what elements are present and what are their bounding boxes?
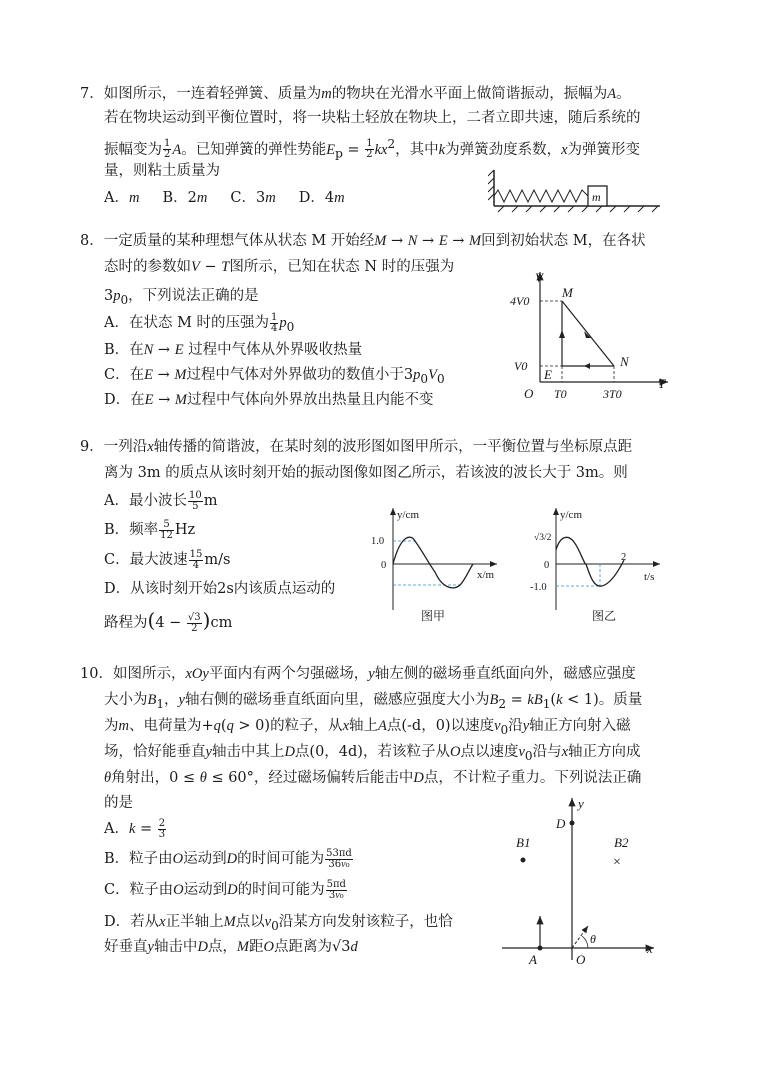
q8-origin-label: O <box>524 386 534 401</box>
q10-option-c: C．粒子由O运动到D的时间可能为 $\frac{5\pi d}{\text{3v₀}}$ <box>104 878 346 901</box>
q8-arrow-left <box>584 363 590 369</box>
q9a-origin: 0 <box>381 560 387 571</box>
q8-option-a: A．在状态 M 时的压强为 $\frac{1}{4}$ $p_0$ <box>104 311 295 334</box>
q8-tick-t0: T0 <box>554 387 567 401</box>
q10-line-3: 为m、电荷量为+q(q > 0)的粒子，从x轴上A点(-d，0)以速度$v_0$沿y轴正方向射入磁 <box>104 718 631 737</box>
q9b-origin: 0 <box>544 560 550 571</box>
q10-theta-label: θ <box>590 932 596 946</box>
q9a-caption: 图甲 <box>421 609 446 623</box>
q9-option-a: A．最小波长 $\frac{10}{5}$ m <box>104 489 218 512</box>
q8-point-n: N <box>620 354 629 369</box>
q10-option-b: B．粒子由O运动到D的时间可能为 $\frac{53\pi d}{\text{36v₀}}$ <box>104 847 352 870</box>
q10-d-label: D <box>556 816 566 831</box>
q9b-ytick-bottom: -1.0 <box>530 582 547 593</box>
q8-tick-4v0: 4V0 <box>510 294 530 308</box>
q8-line-2: 态时的参数如V − T图所示，已知在状态 N 时的压强为 <box>104 259 455 275</box>
q9b-xlabel: t/s <box>644 571 655 583</box>
q9-graph-b <box>528 500 678 625</box>
q8-point-e: E <box>544 367 552 382</box>
q8-option-b: B．在N → E 过程中气体从外界吸收热量 <box>104 342 363 358</box>
q9b-caption: 图乙 <box>592 609 617 623</box>
q10-x-label: x <box>647 941 653 956</box>
q8-line-mn <box>562 301 614 366</box>
q8-line-3: $3p_0$，下列说法正确的是 <box>104 288 259 307</box>
q7-spring-figure <box>488 168 664 214</box>
q10-line-1: 10．如图所示，xOy平面内有两个匀强磁场，y轴左侧的磁场垂直纸面向外，磁感应强度 <box>80 666 636 682</box>
q9b-ytick-top: √3/2 <box>534 533 552 543</box>
q10-a-label: A <box>529 952 537 967</box>
q7-line-4: 量，则粘土质量为 <box>104 163 220 179</box>
q10-o-label: O <box>576 952 586 967</box>
q10-y-label: y <box>578 796 584 811</box>
q8-y-axis-label: V <box>535 270 543 285</box>
q10-option-d: D．若从x正半轴上M点以$v_0$沿某方向发射该粒子，也恰 <box>104 914 453 933</box>
q9b-ylabel: y/cm <box>560 509 582 521</box>
q9-graph-a <box>365 500 515 625</box>
q10-b2-label: B2 <box>614 835 629 850</box>
q8-tick-3t0: 3T0 <box>603 387 622 401</box>
q10-line-6: 的是 <box>104 795 133 811</box>
q7-line-3: 振幅变为 $\frac{1}{2}$ A。已知弹簧的弹性势能$E_p$ = $\frac{1}{2}$ $kx^2$，其中k为弹簧劲度系数，x为弹簧形变 <box>104 137 641 161</box>
q8-option-c: C．在E → M过程中气体对外界做功的数值小于$3p_0V_0$ <box>104 367 445 386</box>
q10-line-2: 大小为$B_1$，y轴右侧的磁场垂直纸面向里，磁感应强度大小为$B_2 = kB_1(k < 1)$。质量 <box>104 692 643 711</box>
q9-line-1: 9．一列沿x轴传播的简谐波，在某时刻的波形图如图甲所示，一平衡位置与坐标原点距 <box>80 439 633 455</box>
q10-velocity-o <box>572 926 588 948</box>
q7-line-2: 若在物块运动到平衡位置时，将一块粘土轻放在物块上，二者立即共速，随后系统的 <box>104 110 641 126</box>
q9-line-2: 离为 3m 的质点从该时刻开始的振动图像如图乙所示，若该波的波长大于 3m。则 <box>104 465 628 481</box>
q10-b1-label: B1 <box>516 835 531 850</box>
q8-line-1: 8．一定质量的某种理想气体从状态 M 开始经M → N → E → M回到初始状态 M，在各状 <box>80 233 646 249</box>
q10-field-figure <box>496 790 666 970</box>
q8-vt-graph <box>500 266 680 406</box>
q7-options: A．m B．2m C．3m D．4m <box>104 190 345 206</box>
q8-x-axis-label: T <box>658 376 666 391</box>
q10-line-4: 场，恰好能垂直y轴击中其上D点(0，4d)，若该粒子从O点以速度$v_0$沿与x轴正方向成 <box>104 744 641 763</box>
q9a-ylabel: y/cm <box>397 509 419 521</box>
q9a-xlabel: x/m <box>477 569 495 581</box>
q9b-wave <box>556 537 627 586</box>
q7-block-label: m <box>592 190 601 204</box>
q9b-xtick: 2 <box>621 552 627 563</box>
q10-line-5: θ角射出，0 ≤ θ ≤ 60°，经过磁场偏转后能击中D点，不计粒子重力。下列说法正确 <box>104 770 642 786</box>
q10-point-d <box>570 821 575 826</box>
q9a-ytick: 1.0 <box>371 536 385 547</box>
q9-option-b: B．频率 $\frac{5}{12}$ Hz <box>104 518 196 541</box>
q9a-wave <box>393 537 473 588</box>
q10-dot-out-of-page <box>521 858 526 863</box>
q9-option-d: D．从该时刻开始2s内该质点运动的 <box>104 581 336 597</box>
q8-tick-v0: V0 <box>514 359 528 373</box>
q9-option-c: C．最大波速 $\frac{15}{4}$ m/s <box>104 548 231 571</box>
q8-option-d: D．在E → M过程中气体向外界放出热量且内能不变 <box>104 392 434 408</box>
q10-option-d-cont: 好垂直y轴击中D点，M距O点距离为√3d <box>104 939 358 955</box>
q7-line-1: 7．如图所示，一连着轻弹簧、质量为m的物块在光滑水平面上做简谐振动，振幅为A。 <box>80 86 631 102</box>
q9-option-d-cont: 路程为(4 − $\frac{√3}{2}$ )cm <box>104 608 233 634</box>
q10-cross-into-page: × <box>613 855 621 870</box>
q10-point-a <box>538 946 543 951</box>
q8-point-m: M <box>562 285 573 300</box>
q8-arrow-up <box>559 330 565 338</box>
q10-option-a: A．k = $\frac{2}{3}$ <box>104 817 166 840</box>
